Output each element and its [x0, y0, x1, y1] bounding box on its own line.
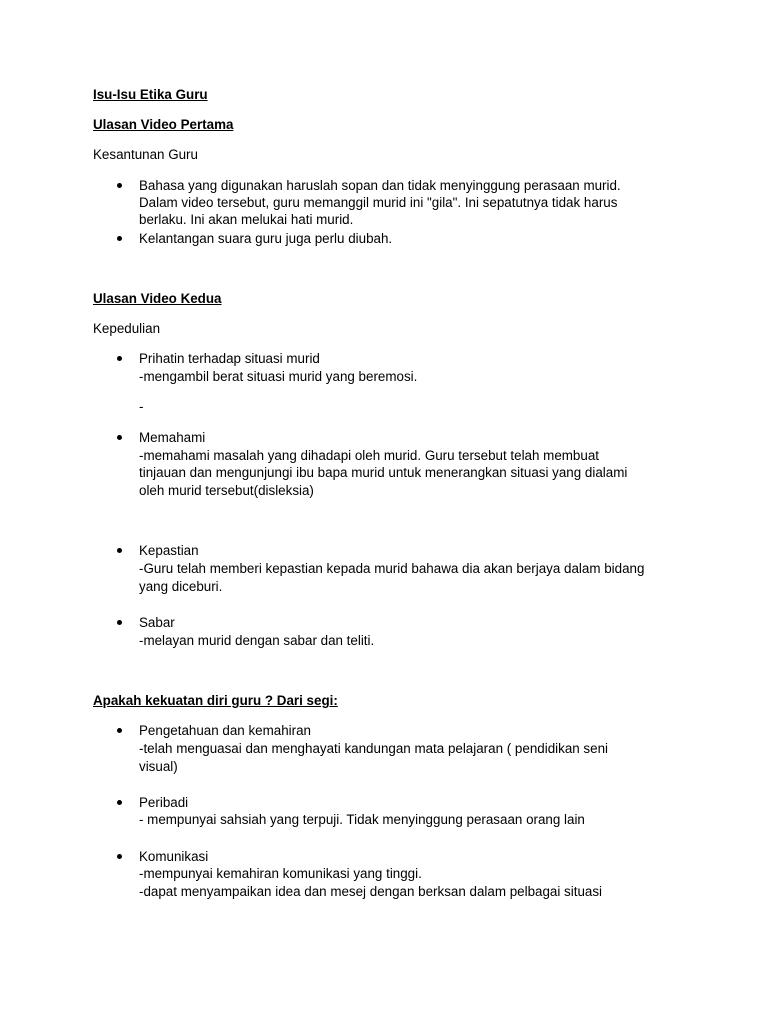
bullet — [117, 236, 122, 241]
section2-heading: Ulasan Video Kedua — [93, 291, 222, 306]
section2-item4-line2: -melayan murid dengan sabar dan teliti. — [139, 633, 375, 648]
section1-subheading: Kesantunan Guru — [93, 147, 198, 162]
section2-subheading: Kepedulian — [93, 321, 161, 336]
section3-item3-line3: -dapat menyampaikan idea dan mesej dengan berksan dalam pelbagai situasi — [139, 884, 603, 899]
section3-item2-line2: - mempunyai sahsiah yang terpuji. Tidak menyinggung perasaan orang lain — [139, 812, 585, 827]
section3-item2-line1: Peribadi — [139, 795, 189, 810]
section2-item4-line1: Sabar — [139, 615, 175, 630]
section1-item1-line3: berlaku. Ini akan melukai hati murid. — [139, 212, 354, 227]
bullet — [117, 548, 122, 553]
bullet — [117, 728, 122, 733]
section2-item1-line1: Prihatin terhadap situasi murid — [139, 351, 320, 366]
document-title: Isu-Isu Etika Guru — [93, 87, 208, 102]
bullet — [117, 854, 122, 859]
section2-item3-line2: -Guru telah memberi kepastian kepada murid bahawa dia akan berjaya dalam bidang — [139, 561, 645, 576]
section3-item1-line3: visual) — [139, 759, 178, 774]
section2-item2-line4: oleh murid tersebut(disleksia) — [139, 483, 314, 498]
section2-item3-line1: Kepastian — [139, 543, 199, 558]
bullet — [117, 356, 122, 361]
bullet — [117, 183, 122, 188]
section2-item2-line1: Memahami — [139, 430, 206, 445]
section2-item1-extra: - — [139, 399, 144, 414]
section3-item1-line1: Pengetahuan dan kemahiran — [139, 723, 311, 738]
bullet — [117, 800, 122, 805]
section1-item2-line1: Kelantangan suara guru juga perlu diubah. — [139, 231, 393, 246]
section2-item1-line2: -mengambil berat situasi murid yang beremosi. — [139, 369, 418, 384]
section1-item1-line2: Dalam video tersebut, guru memanggil murid ini "gila". Ini sepatutnya tidak harus — [139, 195, 618, 210]
section3-item1-line2: -telah menguasai dan menghayati kandungan mata pelajaran ( pendidikan seni — [139, 741, 608, 756]
section3-item3-line2: -mempunyai kemahiran komunikasi yang tinggi. — [139, 866, 422, 881]
section3-heading: Apakah kekuatan diri guru ? Dari segi: — [93, 693, 338, 708]
section2-item2-line3: tinjauan dan mengunjungi ibu bapa murid untuk menerangkan situasi yang dialami — [139, 465, 628, 480]
bullet — [117, 435, 122, 440]
section2-item2-line2: -memahami masalah yang dihadapi oleh murid. Guru tersebut telah membuat — [139, 448, 599, 463]
section3-item3-line1: Komunikasi — [139, 849, 209, 864]
section1-item1-line1: Bahasa yang digunakan haruslah sopan dan tidak menyinggung perasaan murid. — [139, 178, 621, 193]
section2-item3-line3: yang diceburi. — [139, 579, 223, 594]
bullet — [117, 620, 122, 625]
section1-heading: Ulasan Video Pertama — [93, 117, 234, 132]
